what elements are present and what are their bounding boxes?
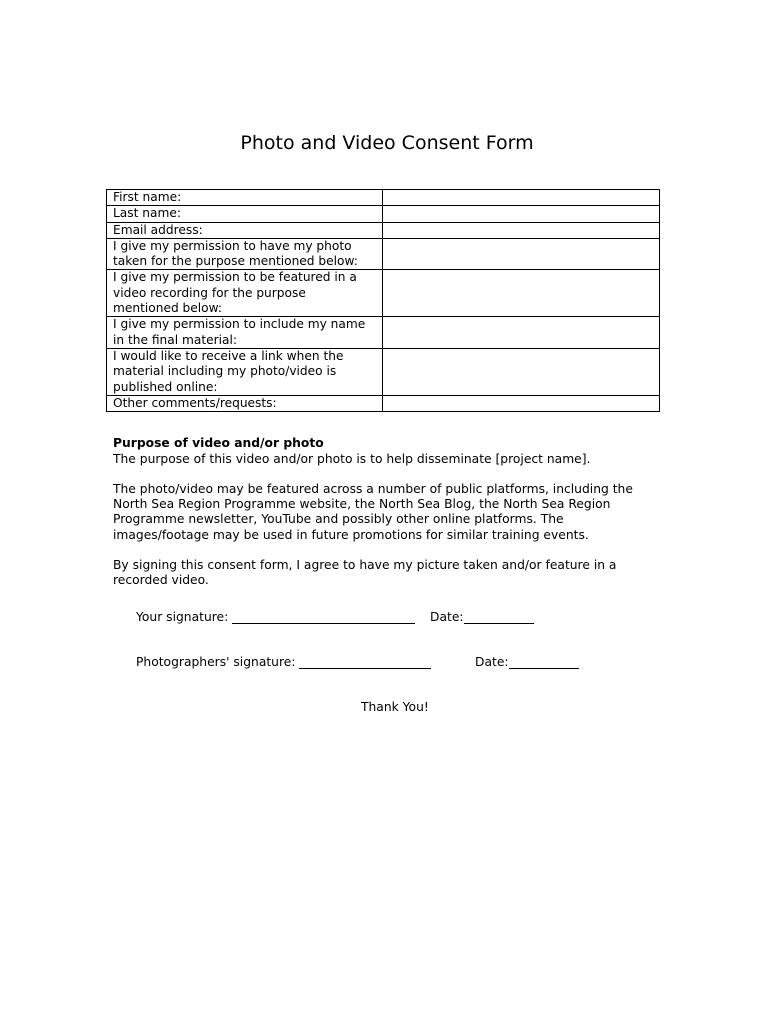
video-permission-label: I give my permission to be featured in a video recording for the purpose mentioned below: xyxy=(107,270,383,317)
email-field[interactable] xyxy=(383,222,660,238)
comments-label: Other comments/requests: xyxy=(107,395,383,411)
comments-field[interactable] xyxy=(383,395,660,411)
first-name-field[interactable] xyxy=(383,190,660,206)
your-signature-label: Your signature: xyxy=(136,610,229,624)
name-permission-label: I give my permission to include my name in the final material: xyxy=(107,317,383,349)
table-row-first-name xyxy=(107,190,660,206)
photographer-signature-label: Photographers' signature: xyxy=(136,655,296,669)
table-row-last-name xyxy=(107,206,660,222)
consent-details-table xyxy=(106,189,660,412)
table-row-name-permission xyxy=(107,317,660,349)
table-row-photo-permission xyxy=(107,238,660,270)
name-permission-field[interactable] xyxy=(383,317,660,349)
table-row-link-request xyxy=(107,348,660,395)
your-signature-line[interactable] xyxy=(232,623,415,624)
link-request-field[interactable] xyxy=(383,348,660,395)
email-label: Email address: xyxy=(107,222,383,238)
photographer-date-line[interactable] xyxy=(509,668,579,669)
table-row-email xyxy=(107,222,660,238)
video-permission-field[interactable] xyxy=(383,270,660,317)
purpose-heading: Purpose of video and/or photo xyxy=(113,436,324,450)
page-title: Photo and Video Consent Form xyxy=(240,132,534,154)
photo-permission-field[interactable] xyxy=(383,238,660,270)
link-request-label: I would like to receive a link when the material including my photo/video is published online: xyxy=(107,348,383,395)
photographer-date-label: Date: xyxy=(475,655,509,669)
first-name-label: First name: xyxy=(107,190,383,206)
thank-you-text: Thank You! xyxy=(361,700,429,714)
your-date-label: Date: xyxy=(430,610,464,624)
agreement-paragraph: By signing this consent form, I agree to have my picture taken and/or feature in a recorded video. xyxy=(113,558,617,588)
photo-permission-label: I give my permission to have my photo taken for the purpose mentioned below: xyxy=(107,238,383,270)
last-name-field[interactable] xyxy=(383,206,660,222)
table-row-comments xyxy=(107,395,660,411)
platforms-paragraph: The photo/video may be featured across a number of public platforms, including the North Sea Region Programme website, the North Sea Blog, the North Sea Region Programme newsletter, YouTube and possibly other online platforms. The images/footage may be used in future promotions for similar training events. xyxy=(113,482,633,542)
photographer-signature-line[interactable] xyxy=(299,668,431,669)
your-date-line[interactable] xyxy=(464,623,534,624)
last-name-label: Last name: xyxy=(107,206,383,222)
table-row-video-permission xyxy=(107,270,660,317)
purpose-intro-paragraph: The purpose of this video and/or photo is to help disseminate [project name]. xyxy=(113,452,591,466)
